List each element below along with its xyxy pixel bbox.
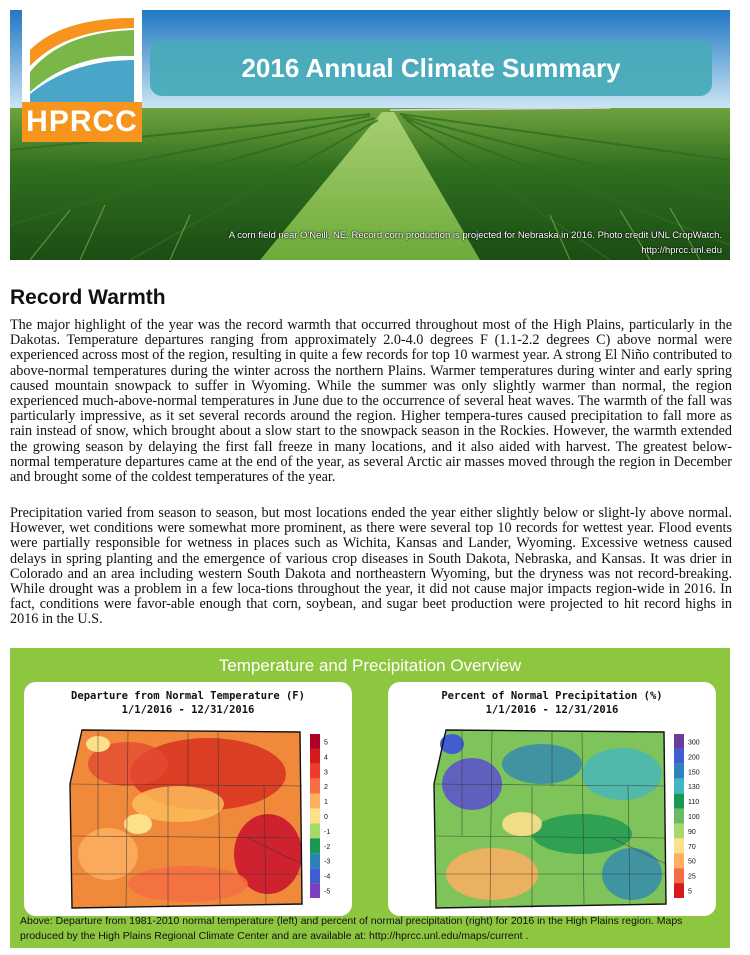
precipitation-legend-swatch xyxy=(674,868,684,883)
precipitation-map-title: Percent of Normal Precipitation (%) xyxy=(441,690,663,702)
precipitation-legend-label: 5 xyxy=(688,888,692,896)
header-photo xyxy=(10,10,730,260)
site-url[interactable]: http://hprcc.unl.edu xyxy=(641,245,722,256)
temperature-legend-label: 4 xyxy=(324,754,328,762)
photo-caption-block xyxy=(229,228,722,258)
precipitation-legend-label: 300 xyxy=(688,739,700,747)
temperature-legend-swatch xyxy=(310,749,320,764)
precipitation-legend-swatch xyxy=(674,853,684,868)
section-heading: Record Warmth xyxy=(10,286,166,309)
precipitation-map-card xyxy=(388,682,716,916)
temperature-legend-label: 1 xyxy=(324,799,328,807)
precipitation-legend-swatch xyxy=(674,838,684,853)
temperature-legend-swatch xyxy=(310,883,320,898)
precipitation-legend-label: 70 xyxy=(688,843,696,851)
temperature-legend-swatch xyxy=(310,764,320,779)
precipitation-legend-swatch xyxy=(674,823,684,838)
page-title: 2016 Annual Climate Summary xyxy=(150,40,712,96)
hprcc-logo xyxy=(22,10,142,142)
precipitation-legend-label: 150 xyxy=(688,769,700,777)
overview-caption: Above: Departure from 1981-2010 normal temperature (left) and percent of normal precipitation (right) for 2016 in the High Plains region. Maps produced by the High Plains Regional Climate Center and are available at: http://hprcc.unl.edu/maps/current . xyxy=(20,915,683,942)
precipitation-legend-label: 110 xyxy=(688,799,700,807)
temperature-legend-label: 5 xyxy=(324,739,328,747)
logo-swoosh-icon xyxy=(22,10,142,102)
precipitation-legend-label: 50 xyxy=(688,858,696,866)
temperature-legend-swatch xyxy=(310,868,320,883)
temperature-legend-label: -2 xyxy=(324,843,331,851)
precipitation-legend-label: 90 xyxy=(688,828,696,836)
logo-text: HPRCC xyxy=(22,102,142,142)
temperature-legend-label: 3 xyxy=(324,769,328,777)
temperature-legend-label: -3 xyxy=(324,858,331,866)
temperature-legend-swatch xyxy=(310,823,320,838)
temperature-legend-swatch xyxy=(310,734,320,749)
paragraph-precipitation: Precipitation varied from season to season, but most locations ended the year either slightly below or slight-ly above normal. However, wet conditions were somewhat more prominent, as there were several top 10 records for wettest year. Flood events were partially responsible for wetness in places such as Wichita, Kansas and Lander, Wyoming. Excessive wetness caused delays in spring planting and the emergence of various crop diseases in South Dakota, Nebraska, and Kansas. It was drier in Colorado and an area including western South Dakota and northeastern Wyoming, but the dryness was not record-breaking. While drought was a problem in a few loca-tions throughout the year, it did not cause major impacts region-wide in 2016. In fact, conditions were favor-able enough that corn, soybean, and sugar beet production were projected to hit record highs in 2016 in the U.S. xyxy=(10,505,732,628)
precipitation-legend-swatch xyxy=(674,749,684,764)
precipitation-legend-label: 200 xyxy=(688,754,700,762)
temperature-legend-swatch xyxy=(310,794,320,809)
precipitation-legend-swatch xyxy=(674,734,684,749)
precipitation-legend-label: 100 xyxy=(688,814,700,821)
temperature-map xyxy=(68,724,304,910)
temperature-legend-swatch xyxy=(310,809,320,824)
precipitation-legend-swatch xyxy=(674,764,684,779)
precipitation-map xyxy=(432,724,668,910)
paragraph-warmth: The major highlight of the year was the record warmth that occurred throughout most of the High Plains, particularly in the Dakotas. Temperature departures ranging from approximately 2.0-4.0 degrees F (1.1-2.2 degrees C) above normal were experienced across most of the region, resulting in quite a few records for top 10 warmest year. A strong El Niño contributed to above-normal temperatures during the winter across the northern Plains. Warmer temperatures during winter and early spring caused mountain snowpack to suffer in Wyoming. While the summer was only slightly warmer than normal, the region experienced much-above-normal temperatures in June due to the occurrence of several heat waves. The warmth of the fall was particularly impressive, as it set several records around the region. Higher tempera-tures caused precipitation to fall more as rain instead of snow, which brought about a slow start to the snowpack season in the Rockies. However, the warmth extended the growing season by delaying the first fall freeze in many locations, and it also aided with harvest. The greatest below-normal temperature departures came at the end of the year, as several Arctic air masses moved through the region in December and brought some of the coldest temperatures of the year. xyxy=(10,317,732,486)
precipitation-legend-label: 25 xyxy=(688,873,696,881)
precipitation-legend-swatch xyxy=(674,809,684,824)
temperature-legend-swatch xyxy=(310,779,320,794)
temperature-legend-label: -1 xyxy=(324,828,331,836)
precipitation-legend-label: 130 xyxy=(688,784,700,792)
precipitation-legend-swatch xyxy=(674,883,684,898)
temperature-legend-swatch xyxy=(310,853,320,868)
temperature-map-dates: 1/1/2016 - 12/31/2016 xyxy=(121,704,255,716)
temperature-legend-label: -4 xyxy=(324,873,331,881)
overview-panel xyxy=(10,648,730,948)
temperature-legend-swatch xyxy=(310,838,320,853)
precipitation-legend-swatch xyxy=(674,794,684,809)
precipitation-map-dates: 1/1/2016 - 12/31/2016 xyxy=(485,704,619,716)
overview-title: Temperature and Precipitation Overview xyxy=(218,656,522,675)
precipitation-legend-swatch xyxy=(674,779,684,794)
temperature-legend-label: 0 xyxy=(324,814,328,821)
temperature-legend-label: 2 xyxy=(324,784,328,792)
temperature-legend-label: -5 xyxy=(324,888,331,896)
temperature-map-title: Departure from Normal Temperature (F) xyxy=(71,690,305,702)
temperature-legend xyxy=(308,730,348,910)
temperature-map-card xyxy=(24,682,352,916)
photo-caption: A corn field near O'Neill, NE. Record corn production is projected for Nebraska in 2016. Photo credit UNL CropWatch. xyxy=(228,230,722,241)
precipitation-legend xyxy=(672,730,712,910)
